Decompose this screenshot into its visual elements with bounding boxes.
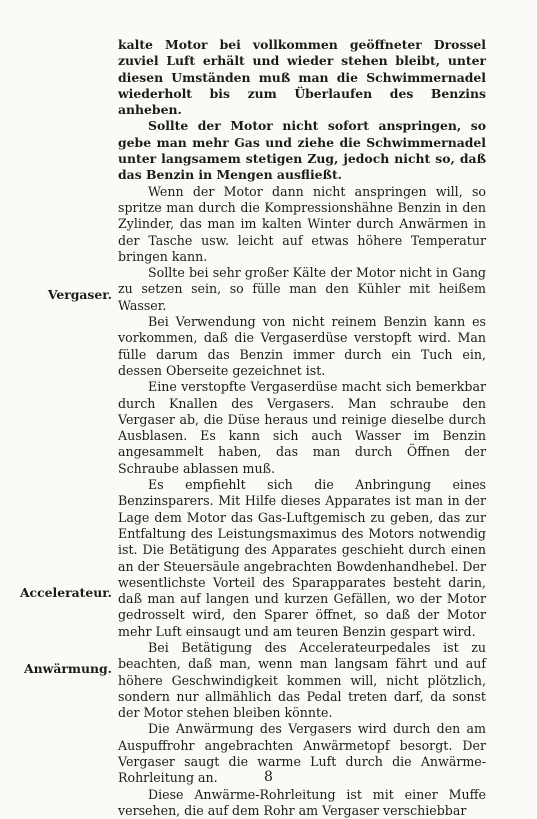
paragraph-5: Bei Verwendung von nicht reinem Benzin kann es vorkommen, daß die Vergaserdüse verstopft wird. Man fülle darum das Benzin immer durch ein Tuch ein, dessen Oberseite gezeichnet ist. bbox=[118, 314, 486, 378]
paragraph-2: Sollte der Motor nicht sofort anspringen, so gebe man mehr Gas und ziehe die Schwimmernadel unter langsamem stetigen Zug, jedoch nicht so, daß das Benzin in Mengen ausfließt. bbox=[118, 118, 486, 183]
paragraph-10: Diese Anwärme-Rohrleitung ist mit einer Muffe versehen, die auf dem Rohr am Vergaser verschiebbar bbox=[118, 786, 486, 818]
page-number: 8 bbox=[264, 769, 273, 785]
margin-note-anwaermung: Anwärmung. bbox=[24, 661, 112, 676]
margin-note-vergaser: Vergaser. bbox=[47, 287, 112, 302]
margin-note-accelerateur: Accelerateur. bbox=[19, 585, 112, 600]
paragraph-1: kalte Motor bei vollkommen geöffneter Drossel zuviel Luft erhält und wieder stehen bleibt, unter diesen Umständen muß man die Schwimmernadel wiederholt bis zum Überlaufen des Benzins anheben. bbox=[118, 37, 486, 118]
page-body bbox=[118, 37, 486, 819]
paragraph-4: Sollte bei sehr großer Kälte der Motor nicht in Gang zu setzen sein, so fülle man den Kühler mit heißem Wasser. bbox=[118, 265, 486, 313]
paragraph-7: Es empfiehlt sich die Anbringung eines Benzinsparers. Mit Hilfe dieses Apparates ist man in der Lage dem Motor das Gas-Luftgemisch zu geben, das zur Entfaltung des Leistungsmaximus des Motors notwendig ist. Die Betätigung des Apparates geschieht durch einen an der Steuersäule angebrachten Bowdenhandhebel. Der wesentlichste Vorteil des Sparapparates besteht darin, daß man auf langen und kurzen Gefällen, wo der Motor gedrosselt wird, den Sparer öffnet, so daß der Motor mehr Luft einsaugt und am teuren Benzin gespart wird. bbox=[118, 477, 486, 639]
paragraph-6: Eine verstopfte Vergaserdüse macht sich bemerkbar durch Knallen des Vergasers. Man schraube den Vergaser ab, die Düse heraus und reinige dieselbe durch Ausblasen. Es kann sich auch Wasser im Benzin angesammelt haben, das man durch Öffnen der Schraube ablassen muß. bbox=[118, 379, 486, 476]
paragraph-8: Bei Betätigung des Accelerateurpedales ist zu beachten, daß man, wenn man langsam fährt und auf höhere Geschwindigkeit kommen will, nicht plötzlich, sondern nur allmählich das Pedal treten darf, da sonst der Motor stehen bleiben könnte. bbox=[118, 639, 486, 721]
paragraph-3: Wenn der Motor dann nicht anspringen will, so spritze man durch die Kompressionshähne Benzin in den Zylinder, das man im kalten Winter durch Anwärmen in der Tasche usw. leicht auf etwas höhere Temperatur bringen kann. bbox=[118, 183, 486, 264]
paragraph-9: Die Anwärmung des Vergasers wird durch den am Auspuffrohr angebrachten Anwärmetopf besorgt. Der Vergaser saugt die warme Luft durch die Anwärme-Rohrleitung an. bbox=[118, 721, 486, 786]
